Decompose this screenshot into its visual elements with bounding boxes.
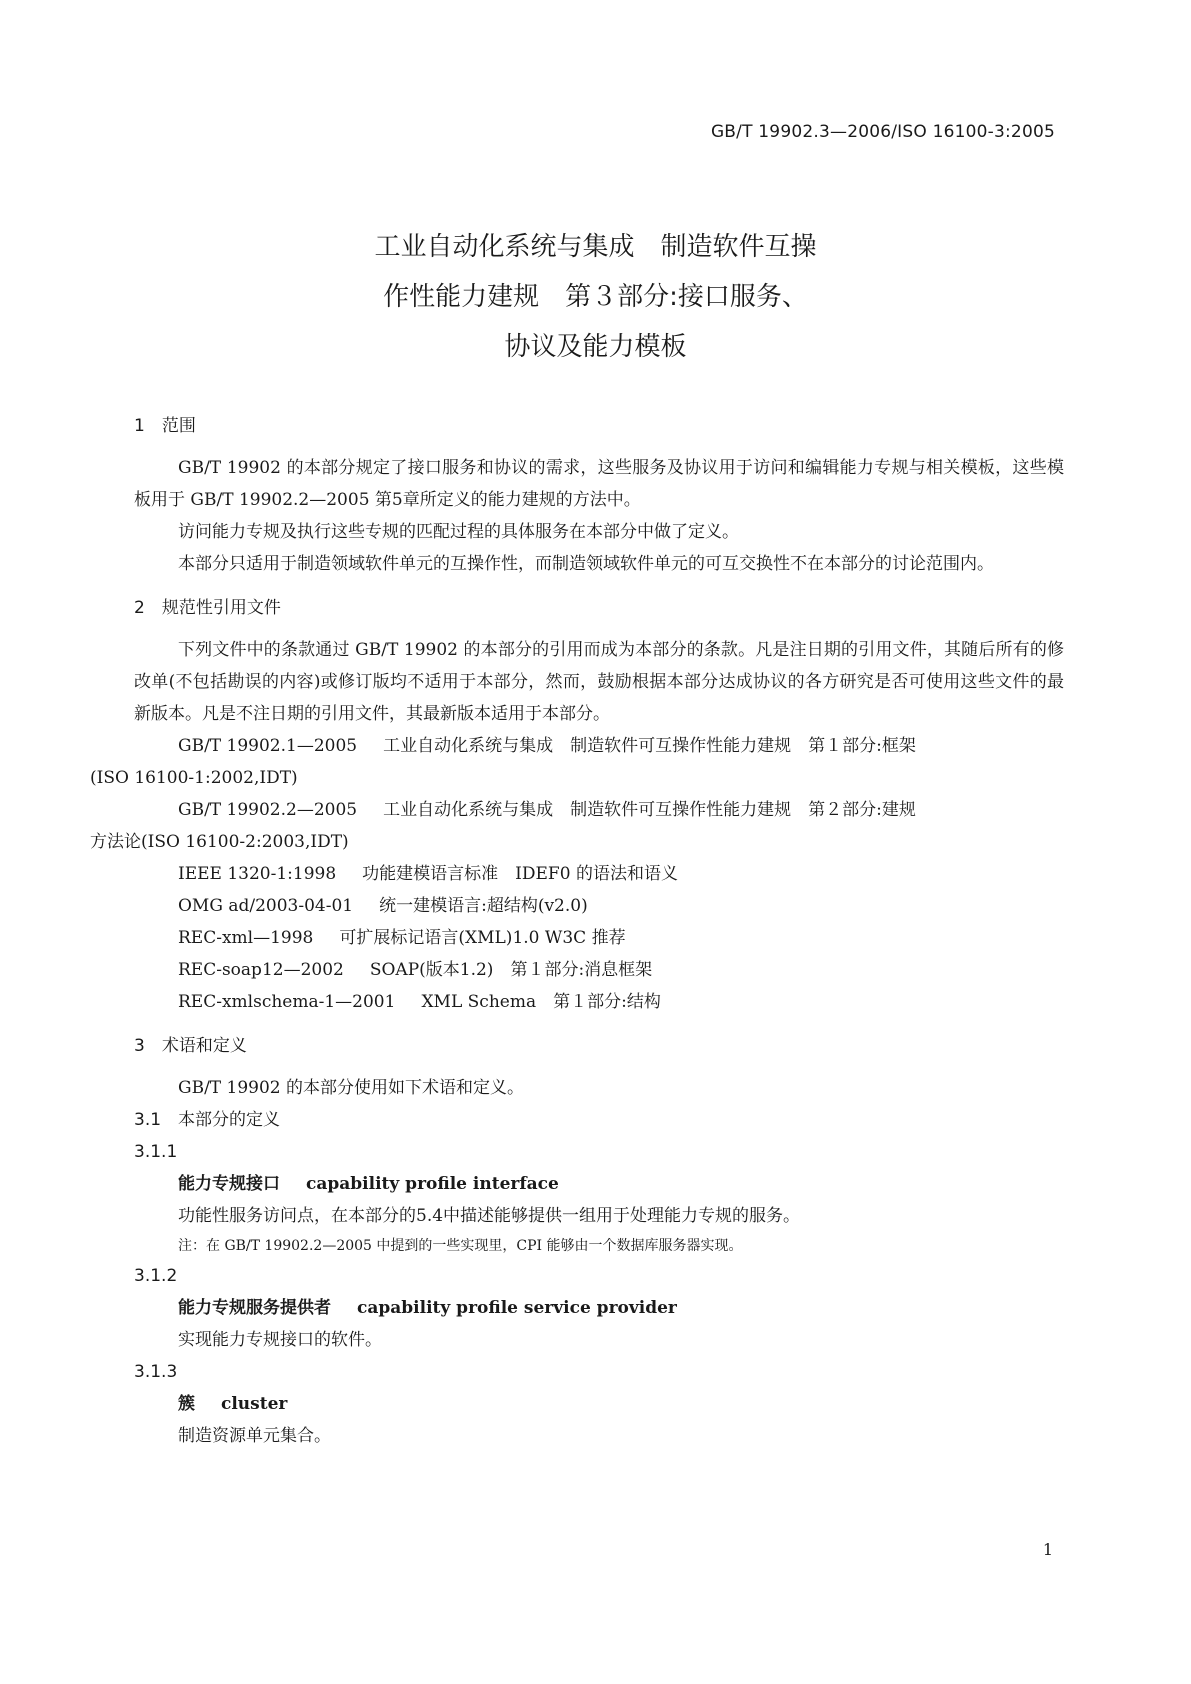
reference-code: REC-xmlschema-1—2001 — [178, 992, 396, 1012]
term-definition: 功能性服务访问点，在本部分的5.4中描述能够提供一组用于处理能力专规的服务。 — [178, 1206, 801, 1226]
term-entry — [134, 1136, 1064, 1260]
title-line-1: 工业自动化系统与集成 制造软件互操 — [374, 232, 817, 262]
reference-code: GB/T 19902.2—2005 — [178, 800, 358, 820]
term-name — [134, 1168, 1064, 1200]
title-line-3: 协议及能力模板 — [504, 332, 687, 362]
page-number: 1 — [1042, 1540, 1053, 1559]
scope-paragraph-1: GB/T 19902 的本部分规定了接口服务和协议的需求，这些服务及协议用于访问和编辑能力专规与相关模板，这些模板用于 GB/T 19902.2—2005 第5章所定义的能力建规的方法中。 — [134, 458, 1064, 510]
document-title — [0, 222, 1191, 372]
term-name-zh: 簇 — [178, 1394, 195, 1414]
reference-code: IEEE 1320-1:1998 — [178, 864, 337, 884]
term-name-en: cluster — [221, 1394, 288, 1414]
reference-tail: (ISO 16100-1:2002,IDT) — [90, 768, 298, 788]
reference-title: 功能建模语言标准 IDEF0 的语法和语义 — [362, 864, 678, 884]
section-heading-terms: 3 术语和定义 — [134, 1036, 247, 1056]
reference-item — [134, 986, 1064, 1018]
reference-item — [134, 858, 1064, 890]
terms-intro: GB/T 19902 的本部分使用如下术语和定义。 — [178, 1078, 525, 1098]
reference-item — [90, 730, 1064, 794]
term-definition: 实现能力专规接口的软件。 — [178, 1330, 382, 1350]
reference-item — [134, 954, 1064, 986]
reference-title: 可扩展标记语言(XML)1.0 W3C 推荐 — [339, 928, 626, 948]
title-line-2: 作性能力建规 第３部分:接口服务、 — [383, 282, 808, 312]
normative-refs-intro: 下列文件中的条款通过 GB/T 19902 的本部分的引用而成为本部分的条款。凡是注日期的引用文件，其随后所有的修改单(不包括勘误的内容)或修订版均不适用于本部分，然而，鼓励根据本部分达成协议的各方研究是否可使用这些文件的最新版本。凡是不注日期的引用文件，其最新版本适用于本部分。 — [134, 640, 1064, 724]
reference-title: XML Schema 第１部分:结构 — [421, 992, 661, 1012]
reference-code: OMG ad/2003-04-01 — [178, 896, 354, 916]
reference-title: SOAP(版本1.2) 第１部分:消息框架 — [369, 960, 653, 980]
reference-tail: 方法论(ISO 16100-2:2003,IDT) — [90, 832, 349, 852]
term-number: 3.1.1 — [134, 1142, 178, 1162]
reference-title: 工业自动化系统与集成 制造软件可互操作性能力建规 第２部分:建规 — [383, 800, 916, 820]
term-name-en: capability profile service provider — [357, 1298, 677, 1318]
reference-code: REC-soap12—2002 — [178, 960, 344, 980]
reference-item — [90, 794, 1064, 858]
reference-title: 工业自动化系统与集成 制造软件可互操作性能力建规 第１部分:框架 — [383, 736, 916, 756]
term-number: 3.1.3 — [134, 1362, 178, 1382]
term-name-en: capability profile interface — [306, 1174, 559, 1194]
reference-code: GB/T 19902.1—2005 — [178, 736, 358, 756]
scope-paragraph-3: 本部分只适用于制造领域软件单元的互操作性，而制造领域软件单元的可互交换性不在本部分的讨论范围内。 — [178, 554, 994, 574]
term-definition: 制造资源单元集合。 — [178, 1426, 331, 1446]
term-entry — [134, 1260, 1064, 1356]
reference-item — [134, 922, 1064, 954]
reference-title: 统一建模语言:超结构(v2.0) — [379, 896, 588, 916]
scope-paragraph-2: 访问能力专规及执行这些专规的匹配过程的具体服务在本部分中做了定义。 — [178, 522, 739, 542]
term-number: 3.1.2 — [134, 1266, 178, 1286]
term-name — [134, 1388, 1064, 1420]
term-name-zh: 能力专规接口 — [178, 1174, 280, 1194]
reference-item — [134, 890, 1064, 922]
subsection-heading-definitions: 3.1 本部分的定义 — [134, 1110, 281, 1130]
term-name-zh: 能力专规服务提供者 — [178, 1298, 331, 1318]
section-heading-scope: 1 范围 — [134, 416, 196, 436]
term-name — [134, 1292, 1064, 1324]
term-entry — [134, 1356, 1064, 1452]
term-note: 注：在 GB/T 19902.2—2005 中提到的一些实现里，CPI 能够由一个数据库服务器实现。 — [178, 1238, 743, 1254]
standard-code-header: GB/T 19902.3—2006/ISO 16100-3:2005 — [710, 122, 1055, 142]
section-heading-normative-refs: 2 规范性引用文件 — [134, 598, 281, 618]
reference-code: REC-xml—1998 — [178, 928, 314, 948]
document-body — [90, 410, 1064, 1452]
